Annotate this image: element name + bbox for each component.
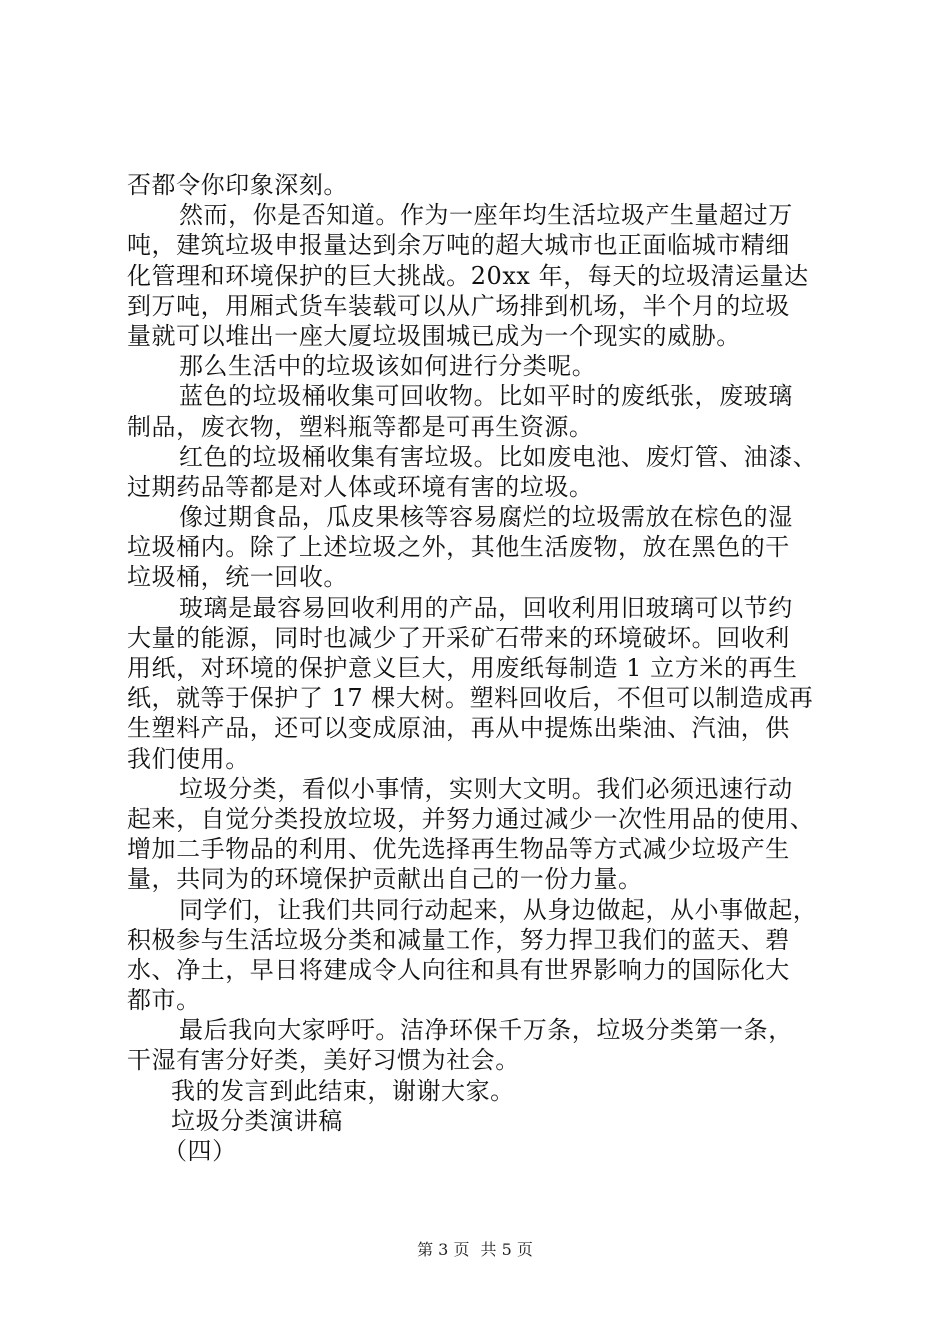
page-footer	[0, 1240, 950, 1260]
paragraph-line: 起来，自觉分类投放垃圾，并努力通过减少一次性用品的使用、	[127, 804, 815, 833]
paragraph-line: 垃圾桶，统一回收。	[127, 563, 348, 592]
paragraph-line: 大量的能源，同时也减少了开采矿石带来的环境破坏。回收利	[127, 623, 790, 652]
paragraph-line: 纸，就等于保护了 17 棵大树。塑料回收后，不但可以制造成再	[127, 684, 814, 713]
paragraph-line: 红色的垃圾桶收集有害垃圾。比如废电池、废灯管、油漆、	[179, 442, 818, 471]
paragraph-line: 同学们，让我们共同行动起来，从身边做起，从小事做起，	[179, 895, 818, 924]
paragraph-line: 我的发言到此结束，谢谢大家。	[171, 1076, 515, 1105]
paragraph-line: 量，共同为的环境保护贡献出自己的一份力量。	[127, 865, 643, 894]
page-number: 第 3 页	[417, 1240, 470, 1259]
paragraph-line: 垃圾桶内。除了上述垃圾之外，其他生活废物，放在黑色的干	[127, 533, 790, 562]
paragraph-line: 到万吨，用厢式货车装载可以从广场排到机场，半个月的垃圾	[127, 291, 790, 320]
paragraph-line: 生塑料产品，还可以变成原油，再从中提炼出柴油、汽油，供	[127, 714, 790, 743]
paragraph-line: 垃圾分类，看似小事情，实则大文明。我们必须迅速行动	[179, 774, 793, 803]
paragraph-line: 最后我向大家呼吁。洁净环保千万条，垃圾分类第一条，	[179, 1016, 793, 1045]
paragraph-line: 制品，废衣物，塑料瓶等都是可再生资源。	[127, 412, 594, 441]
paragraph-line: 干湿有害分好类，美好习惯为社会。	[127, 1046, 520, 1075]
paragraph-line: 吨，建筑垃圾申报量达到余万吨的超大城市也正面临城市精细	[127, 231, 790, 260]
paragraph-line: 像过期食品，瓜皮果核等容易腐烂的垃圾需放在棕色的湿	[179, 503, 793, 532]
page-total: 共 5 页	[480, 1240, 533, 1259]
paragraph-line: 增加二手物品的利用、优先选择再生物品等方式减少垃圾产生	[127, 835, 790, 864]
document-body	[127, 170, 831, 1166]
paragraph-line: 我们使用。	[127, 744, 250, 773]
paragraph-line: 那么生活中的垃圾该如何进行分类呢。	[179, 352, 597, 381]
paragraph-line: 都市。	[127, 986, 201, 1015]
paragraph-line: 水、净土，早日将建成令人向往和具有世界影响力的国际化大	[127, 955, 790, 984]
paragraph-line: 然而，你是否知道。作为一座年均生活垃圾产生量超过万	[179, 201, 793, 230]
paragraph-line: 过期药品等都是对人体或环境有害的垃圾。	[127, 472, 594, 501]
paragraph-line: 积极参与生活垃圾分类和减量工作，努力捍卫我们的蓝天、碧	[127, 925, 790, 954]
section-title: 垃圾分类演讲稿	[171, 1106, 343, 1135]
paragraph-line: 化管理和环境保护的巨大挑战。20xx 年，每天的垃圾清运量达	[127, 261, 809, 290]
paragraph-line: 用纸，对环境的保护意义巨大，用废纸每制造 1 立方米的再生	[127, 654, 798, 682]
section-number: （四）	[163, 1137, 237, 1165]
paragraph-line: 量就可以堆出一座大厦垃圾围城已成为一个现实的威胁。	[127, 321, 741, 350]
paragraph-line: 玻璃是最容易回收利用的产品，回收利用旧玻璃可以节约	[179, 593, 793, 622]
paragraph-line: 否都令你印象深刻。	[127, 171, 348, 199]
paragraph-line: 蓝色的垃圾桶收集可回收物。比如平时的废纸张，废玻璃	[179, 382, 793, 411]
